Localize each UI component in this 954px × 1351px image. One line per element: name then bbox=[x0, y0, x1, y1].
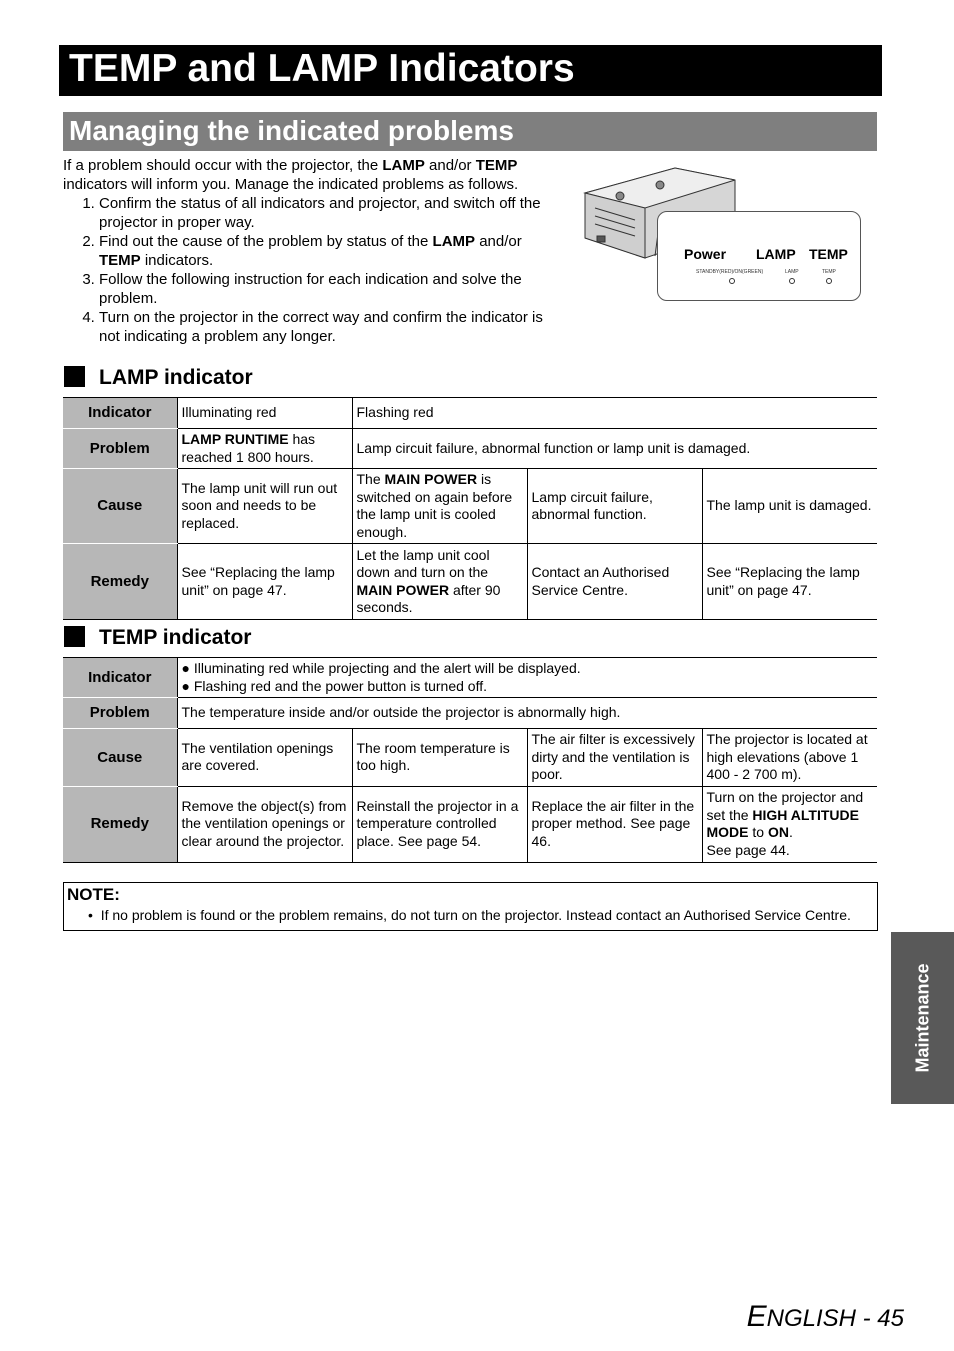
table-cell: See “Replacing the lamp unit” on page 47. bbox=[177, 544, 352, 620]
indicator-panel-callout bbox=[657, 211, 861, 301]
section-title: Managing the indicated problems bbox=[69, 115, 514, 146]
power-led-icon bbox=[729, 278, 735, 284]
subtitle-bar bbox=[63, 112, 877, 151]
table-cell: Lamp circuit failure, abnormal function or lamp unit is damaged. bbox=[352, 429, 877, 469]
note-title: NOTE: bbox=[67, 885, 120, 904]
table-cell: The lamp unit is damaged. bbox=[702, 469, 877, 544]
power-label: Power bbox=[684, 246, 727, 262]
table-row bbox=[63, 698, 877, 729]
table-cell: The air filter is excessively dirty and the ventilation is poor. bbox=[527, 729, 702, 787]
row-header: Remedy bbox=[63, 786, 177, 862]
note-box bbox=[63, 882, 878, 931]
table-row bbox=[63, 469, 877, 544]
row-header: Indicator bbox=[63, 398, 177, 429]
intro-text bbox=[63, 156, 563, 346]
list-item: ● Flashing red and the power button is turned off. bbox=[181, 677, 488, 694]
table-row bbox=[63, 398, 877, 429]
table-cell: Reinstall the projector in a temperature controlled place. See page 54. bbox=[352, 786, 527, 862]
table-cell: Let the lamp unit cool down and turn on the MAIN POWER after 90 seconds. bbox=[352, 544, 527, 620]
steps-list bbox=[63, 194, 563, 346]
table-cell: Turn on the projector and set the HIGH ALTITUDE MODE to ON. See page 44. bbox=[702, 786, 877, 862]
table-cell: Contact an Authorised Service Centre. bbox=[527, 544, 702, 620]
row-header: Problem bbox=[63, 698, 177, 729]
row-header: Cause bbox=[63, 729, 177, 787]
row-header: Remedy bbox=[63, 544, 177, 620]
table-cell: The projector is located at high elevations (above 1 400 - 2 700 m). bbox=[702, 729, 877, 787]
row-header: Indicator bbox=[63, 658, 177, 698]
square-bullet-icon bbox=[64, 366, 85, 387]
lamp-label: LAMP bbox=[756, 246, 796, 262]
table-cell: The lamp unit will run out soon and needs to be replaced. bbox=[177, 469, 352, 544]
table-row bbox=[63, 729, 877, 787]
table-cell bbox=[177, 658, 877, 698]
table-cell: The temperature inside and/or outside the projector is abnormally high. bbox=[177, 698, 877, 729]
temp-tiny-label: TEMP bbox=[822, 269, 836, 275]
table-cell: Flashing red bbox=[352, 398, 877, 429]
lamp-led-icon bbox=[789, 278, 795, 284]
power-tiny-label: STANDBY(RED)/ON(GREEN) bbox=[696, 269, 764, 275]
temp-label: TEMP bbox=[809, 246, 848, 262]
row-header: Cause bbox=[63, 469, 177, 544]
note-bullet: • If no problem is found or the problem remains, do not turn on the projector. Instead contact an Authorised Service Centre. bbox=[88, 907, 851, 923]
step-2: 2. Find out the cause of the problem by status of the LAMP and/or TEMP indicators. bbox=[99, 232, 563, 270]
title-bar bbox=[59, 45, 882, 96]
table-row bbox=[63, 429, 877, 469]
temp-indicator-table bbox=[63, 657, 877, 863]
table-cell: Remove the object(s) from the ventilation openings or clear around the projector. bbox=[177, 786, 352, 862]
page-title: TEMP and LAMP Indicators bbox=[69, 47, 575, 90]
step-4: 4. Turn on the projector in the correct way and confirm the indicator is not indicating a problem any longer. bbox=[99, 308, 563, 346]
temp-indicator-heading: TEMP indicator bbox=[64, 625, 251, 651]
square-bullet-icon bbox=[64, 626, 85, 647]
table-cell: See “Replacing the lamp unit” on page 47. bbox=[702, 544, 877, 620]
table-cell: The MAIN POWER is switched on again before the lamp unit is cooled enough. bbox=[352, 469, 527, 544]
table-row bbox=[63, 786, 877, 862]
step-3: 3. Follow the following instruction for each indication and solve the problem. bbox=[99, 270, 563, 308]
step-1: 1. Confirm the status of all indicators and projector, and switch off the projector in proper way. bbox=[99, 194, 563, 232]
chapter-tab-label: Maintenance bbox=[912, 963, 932, 1073]
table-cell: Illuminating red bbox=[177, 398, 352, 429]
temp-led-icon bbox=[826, 278, 832, 284]
lamp-indicator-heading: LAMP indicator bbox=[64, 365, 253, 391]
table-row bbox=[63, 658, 877, 698]
row-header: Problem bbox=[63, 429, 177, 469]
table-cell: LAMP RUNTIME has reached 1 800 hours. bbox=[177, 429, 352, 469]
lamp-tiny-label: LAMP bbox=[785, 269, 799, 275]
chapter-tab bbox=[891, 932, 954, 1104]
table-cell: The room temperature is too high. bbox=[352, 729, 527, 787]
intro-paragraph: If a problem should occur with the projector, the LAMP and/or TEMP indicators will inform you. Manage the indicated problems as follows. bbox=[63, 157, 519, 193]
table-cell: Lamp circuit failure, abnormal function. bbox=[527, 469, 702, 544]
lamp-indicator-table bbox=[63, 397, 877, 620]
table-cell: The ventilation openings are covered. bbox=[177, 729, 352, 787]
table-cell: Replace the air filter in the proper method. See page 46. bbox=[527, 786, 702, 862]
page-number: ENGLISH - 45 bbox=[746, 1300, 904, 1333]
table-row bbox=[63, 544, 877, 620]
list-item: ● Illuminating red while projecting and the alert will be displayed. bbox=[181, 660, 581, 676]
